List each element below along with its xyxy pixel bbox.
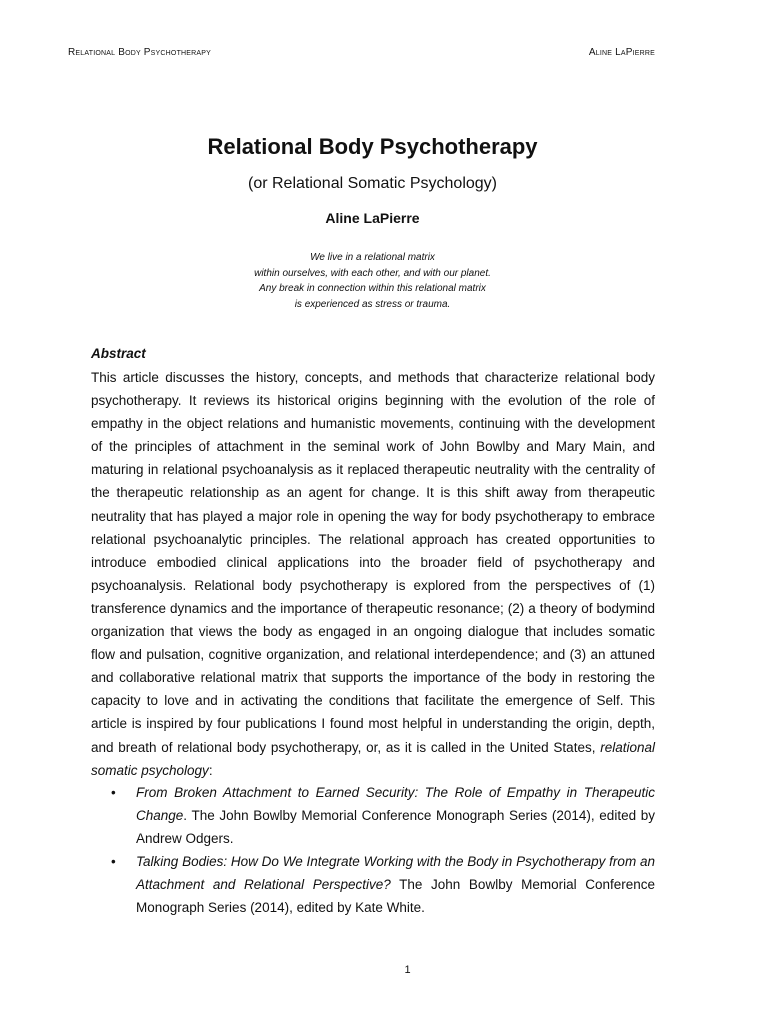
bullet-icon: • [111, 785, 116, 800]
paper-title: Relational Body Psychotherapy [207, 134, 538, 159]
reference-title: From Broken Attachment to Earned Security: The Role of Empathy in Therapeutic Change [136, 785, 655, 824]
epigraph-line: Any break in connection within this relational matrix [259, 283, 486, 294]
abstract-body [91, 366, 655, 782]
reference-item [91, 850, 655, 919]
reference-details: The John Bowlby Memorial Conference Monograph Series (2014), edited by Kate White. [136, 877, 655, 916]
abstract-text-end: : [208, 762, 213, 778]
reference-item [91, 781, 655, 850]
epigraph [0, 250, 745, 312]
reference-title: Talking Bodies: How Do We Integrate Working with the Body in Psychotherapy from an Attachment and Relational Perspective? [136, 854, 655, 893]
epigraph-line: We live in a relational matrix [310, 252, 435, 263]
reference-details: . The John Bowlby Memorial Conference Monograph Series (2014), edited by Andrew Odgers. [136, 808, 655, 847]
paper-subtitle: (or Relational Somatic Psychology) [248, 175, 497, 192]
running-head-title: Relational Body Psychotherapy [68, 47, 212, 58]
abstract-italic-term: relational somatic psychology [91, 739, 655, 778]
running-head-author: Aline LaPierre [588, 47, 655, 58]
bullet-icon: • [111, 854, 116, 870]
abstract-text: This article discusses the history, concepts, and methods that characterize relational body psychotherapy. It reviews its historical origins beginning with the evolution of the role of empathy in the object relations and humanistic movements, continuing with the development of the principles of attachment in the seminal work of John Bowlby and Mary Main, and maturing in relational psychoanalysis as it replaced therapeutic neutrality with the centrality of the therapeutic relationship as an agent for change. It is this shift away from therapeutic neutrality that has played a major role in opening the way for body psychotherapy to embrace relational psychoanalytic principles. The relational approach has created opportunities to introduce embodied clinical applications into the broader field of psychotherapy and psychoanalysis. Relational body psychotherapy is explored from the perspectives of (1) transference dynamics and the importance of therapeutic resonance; (2) a theory of bodymind organization that views the body as engaged in an ongoing dialogue that includes somatic flow and pulsation, cognitive organization, and relational interdependence; and (3) an attuned and collaborative relational matrix that supports the importance of the body in restoring the capacity to love and in activating the conditions that facilitate the emergence of Self. This article is inspired by four publications I found most helpful in understanding the origin, depth, and breath of relational body psychotherapy, or, as it is called in the United States, [91, 370, 655, 755]
abstract-heading: Abstract [91, 346, 146, 361]
epigraph-line: within ourselves, with each other, and with our planet. [254, 267, 491, 279]
page-number: 1 [404, 964, 411, 976]
epigraph-line: is experienced as stress or trauma. [294, 298, 451, 310]
paper-author: Aline LaPierre [325, 210, 420, 226]
reference-list [91, 781, 655, 920]
